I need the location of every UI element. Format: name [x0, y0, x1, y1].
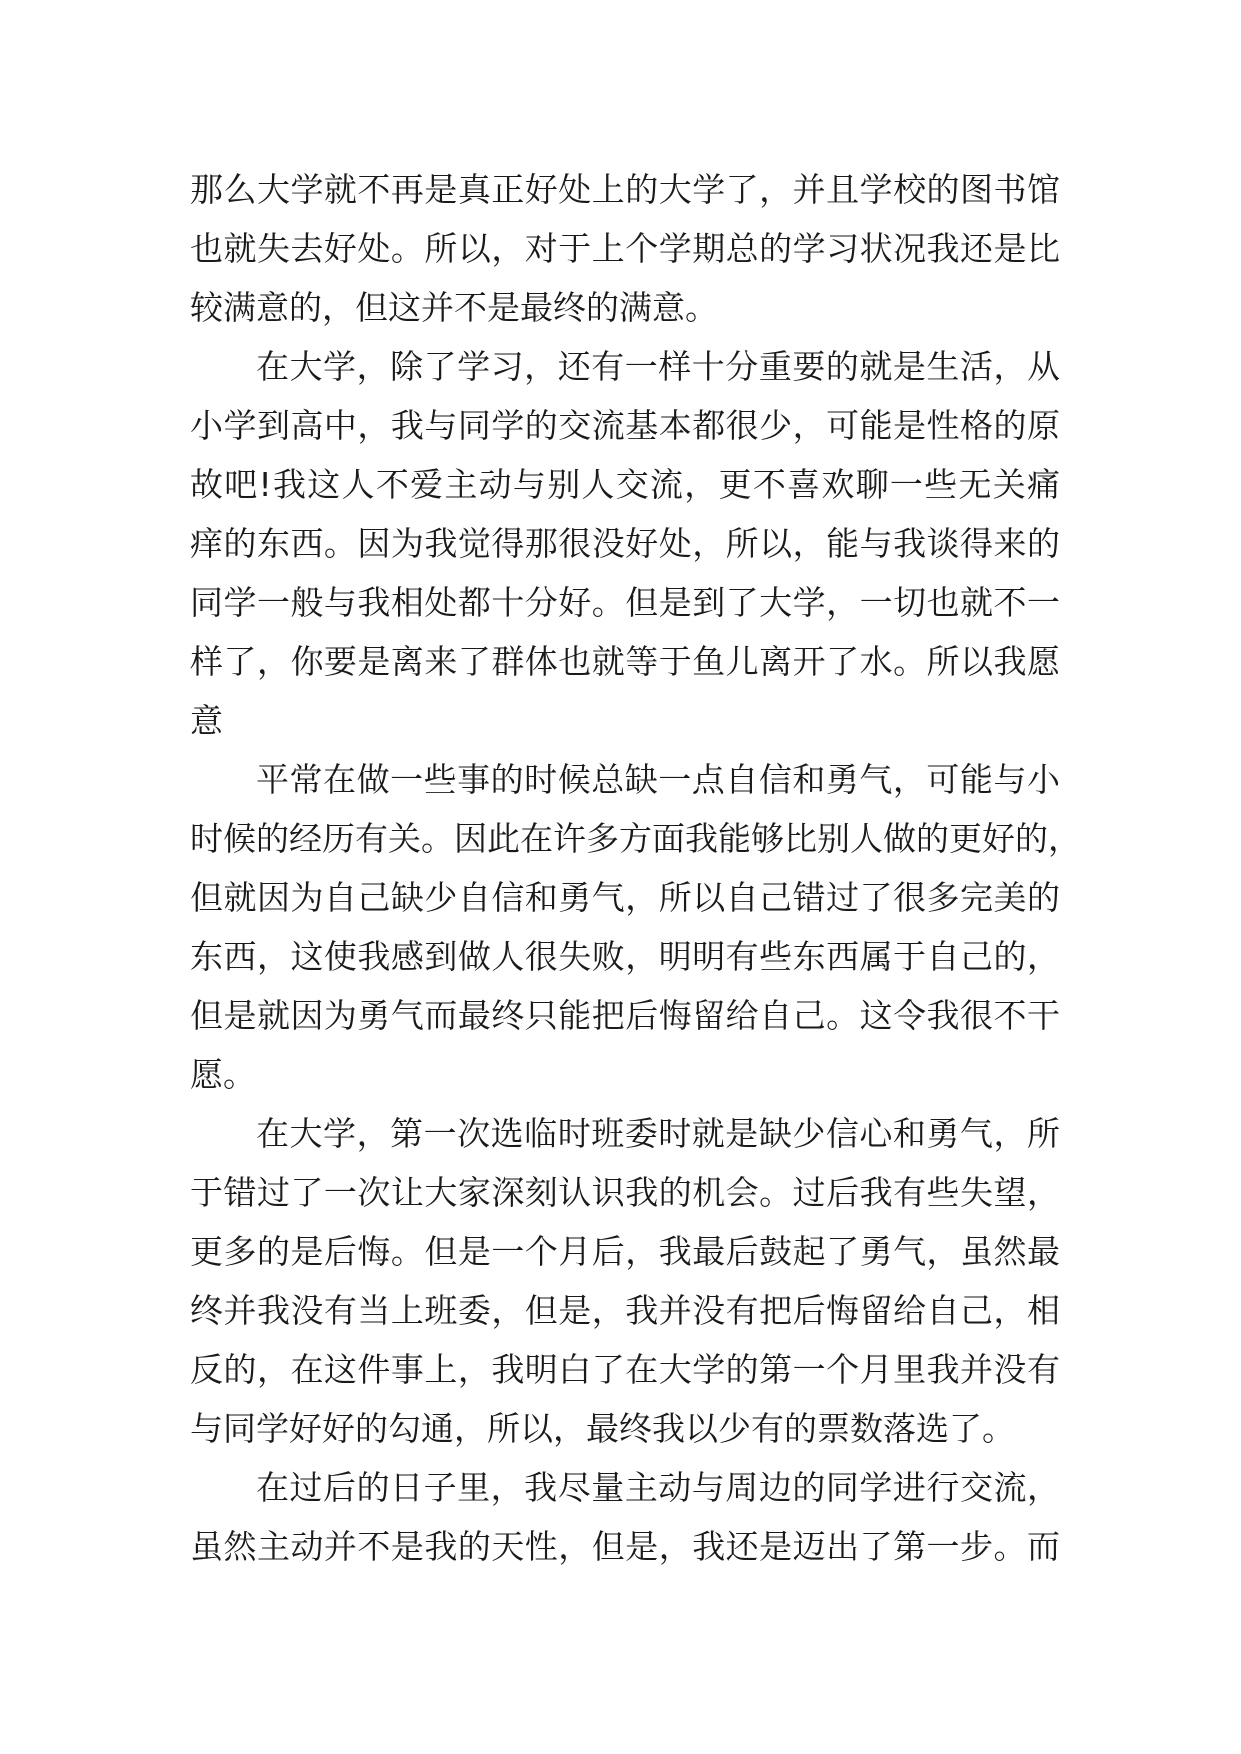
text-line: 反的，在这件事上，我明白了在大学的第一个月里我并没有 [190, 1350, 1060, 1389]
text-line: 但就因为自己缺少自信和勇气，所以自己错过了很多完美的 [190, 878, 1060, 917]
document-body [190, 160, 1081, 1576]
text-line: 那么大学就不再是真正好处上的大学了，并且学校的图书馆 [190, 170, 1060, 209]
text-line: 终并我没有当上班委，但是，我并没有把后悔留给自己，相 [190, 1291, 1060, 1330]
text-line: 在大学，除了学习，还有一样十分重要的就是生活，从 [256, 347, 1060, 386]
text-line: 与同学好好的勾通，所以，最终我以少有的票数落选了。 [190, 1409, 1015, 1448]
text-line: 在过后的日子里，我尽量主动与周边的同学进行交流， [256, 1468, 1060, 1507]
text-line: 于错过了一次让大家深刻认识我的机会。过后我有些失望， [190, 1173, 1060, 1212]
text-line: 平常在做一些事的时候总缺一点自信和勇气，可能与小 [256, 760, 1060, 799]
paragraph-4 [190, 1104, 1060, 1458]
paragraph-1 [190, 160, 1060, 337]
paragraph-5 [190, 1458, 1060, 1576]
text-line: 东西，这使我感到做人很失败，明明有些东西属于自己的， [190, 937, 1060, 976]
text-line: 痒的东西。因为我觉得那很没好处，所以，能与我谈得来的 [190, 524, 1060, 563]
text-line: 但是就因为勇气而最终只能把后悔留给自己。这令我很不干 [190, 996, 1060, 1035]
text-line: 样了，你要是离来了群体也就等于鱼儿离开了水。所以我愿 [190, 642, 1060, 681]
text-line: 也就失去好处。所以，对于上个学期总的学习状况我还是比 [190, 229, 1060, 268]
text-line: 小学到高中，我与同学的交流基本都很少，可能是性格的原 [190, 406, 1060, 445]
text-line: 较满意的，但这并不是最终的满意。 [190, 288, 718, 327]
paragraph-2 [190, 337, 1060, 750]
text-line: 同学一般与我相处都十分好。但是到了大学，一切也就不一 [190, 583, 1060, 622]
text-line: 在大学，第一次选临时班委时就是缺少信心和勇气，所 [256, 1114, 1060, 1153]
text-line: 意 [190, 701, 223, 740]
text-line: 时候的经历有关。因此在许多方面我能够比别人做的更好的， [190, 819, 1081, 858]
text-line: 愿。 [190, 1055, 256, 1094]
text-line: 虽然主动并不是我的天性，但是，我还是迈出了第一步。而 [190, 1527, 1060, 1566]
paragraph-3 [190, 750, 1081, 1104]
text-line: 更多的是后悔。但是一个月后，我最后鼓起了勇气，虽然最 [190, 1232, 1060, 1271]
text-line: 故吧!我这人不爱主动与别人交流，更不喜欢聊一些无关痛 [190, 465, 1060, 504]
